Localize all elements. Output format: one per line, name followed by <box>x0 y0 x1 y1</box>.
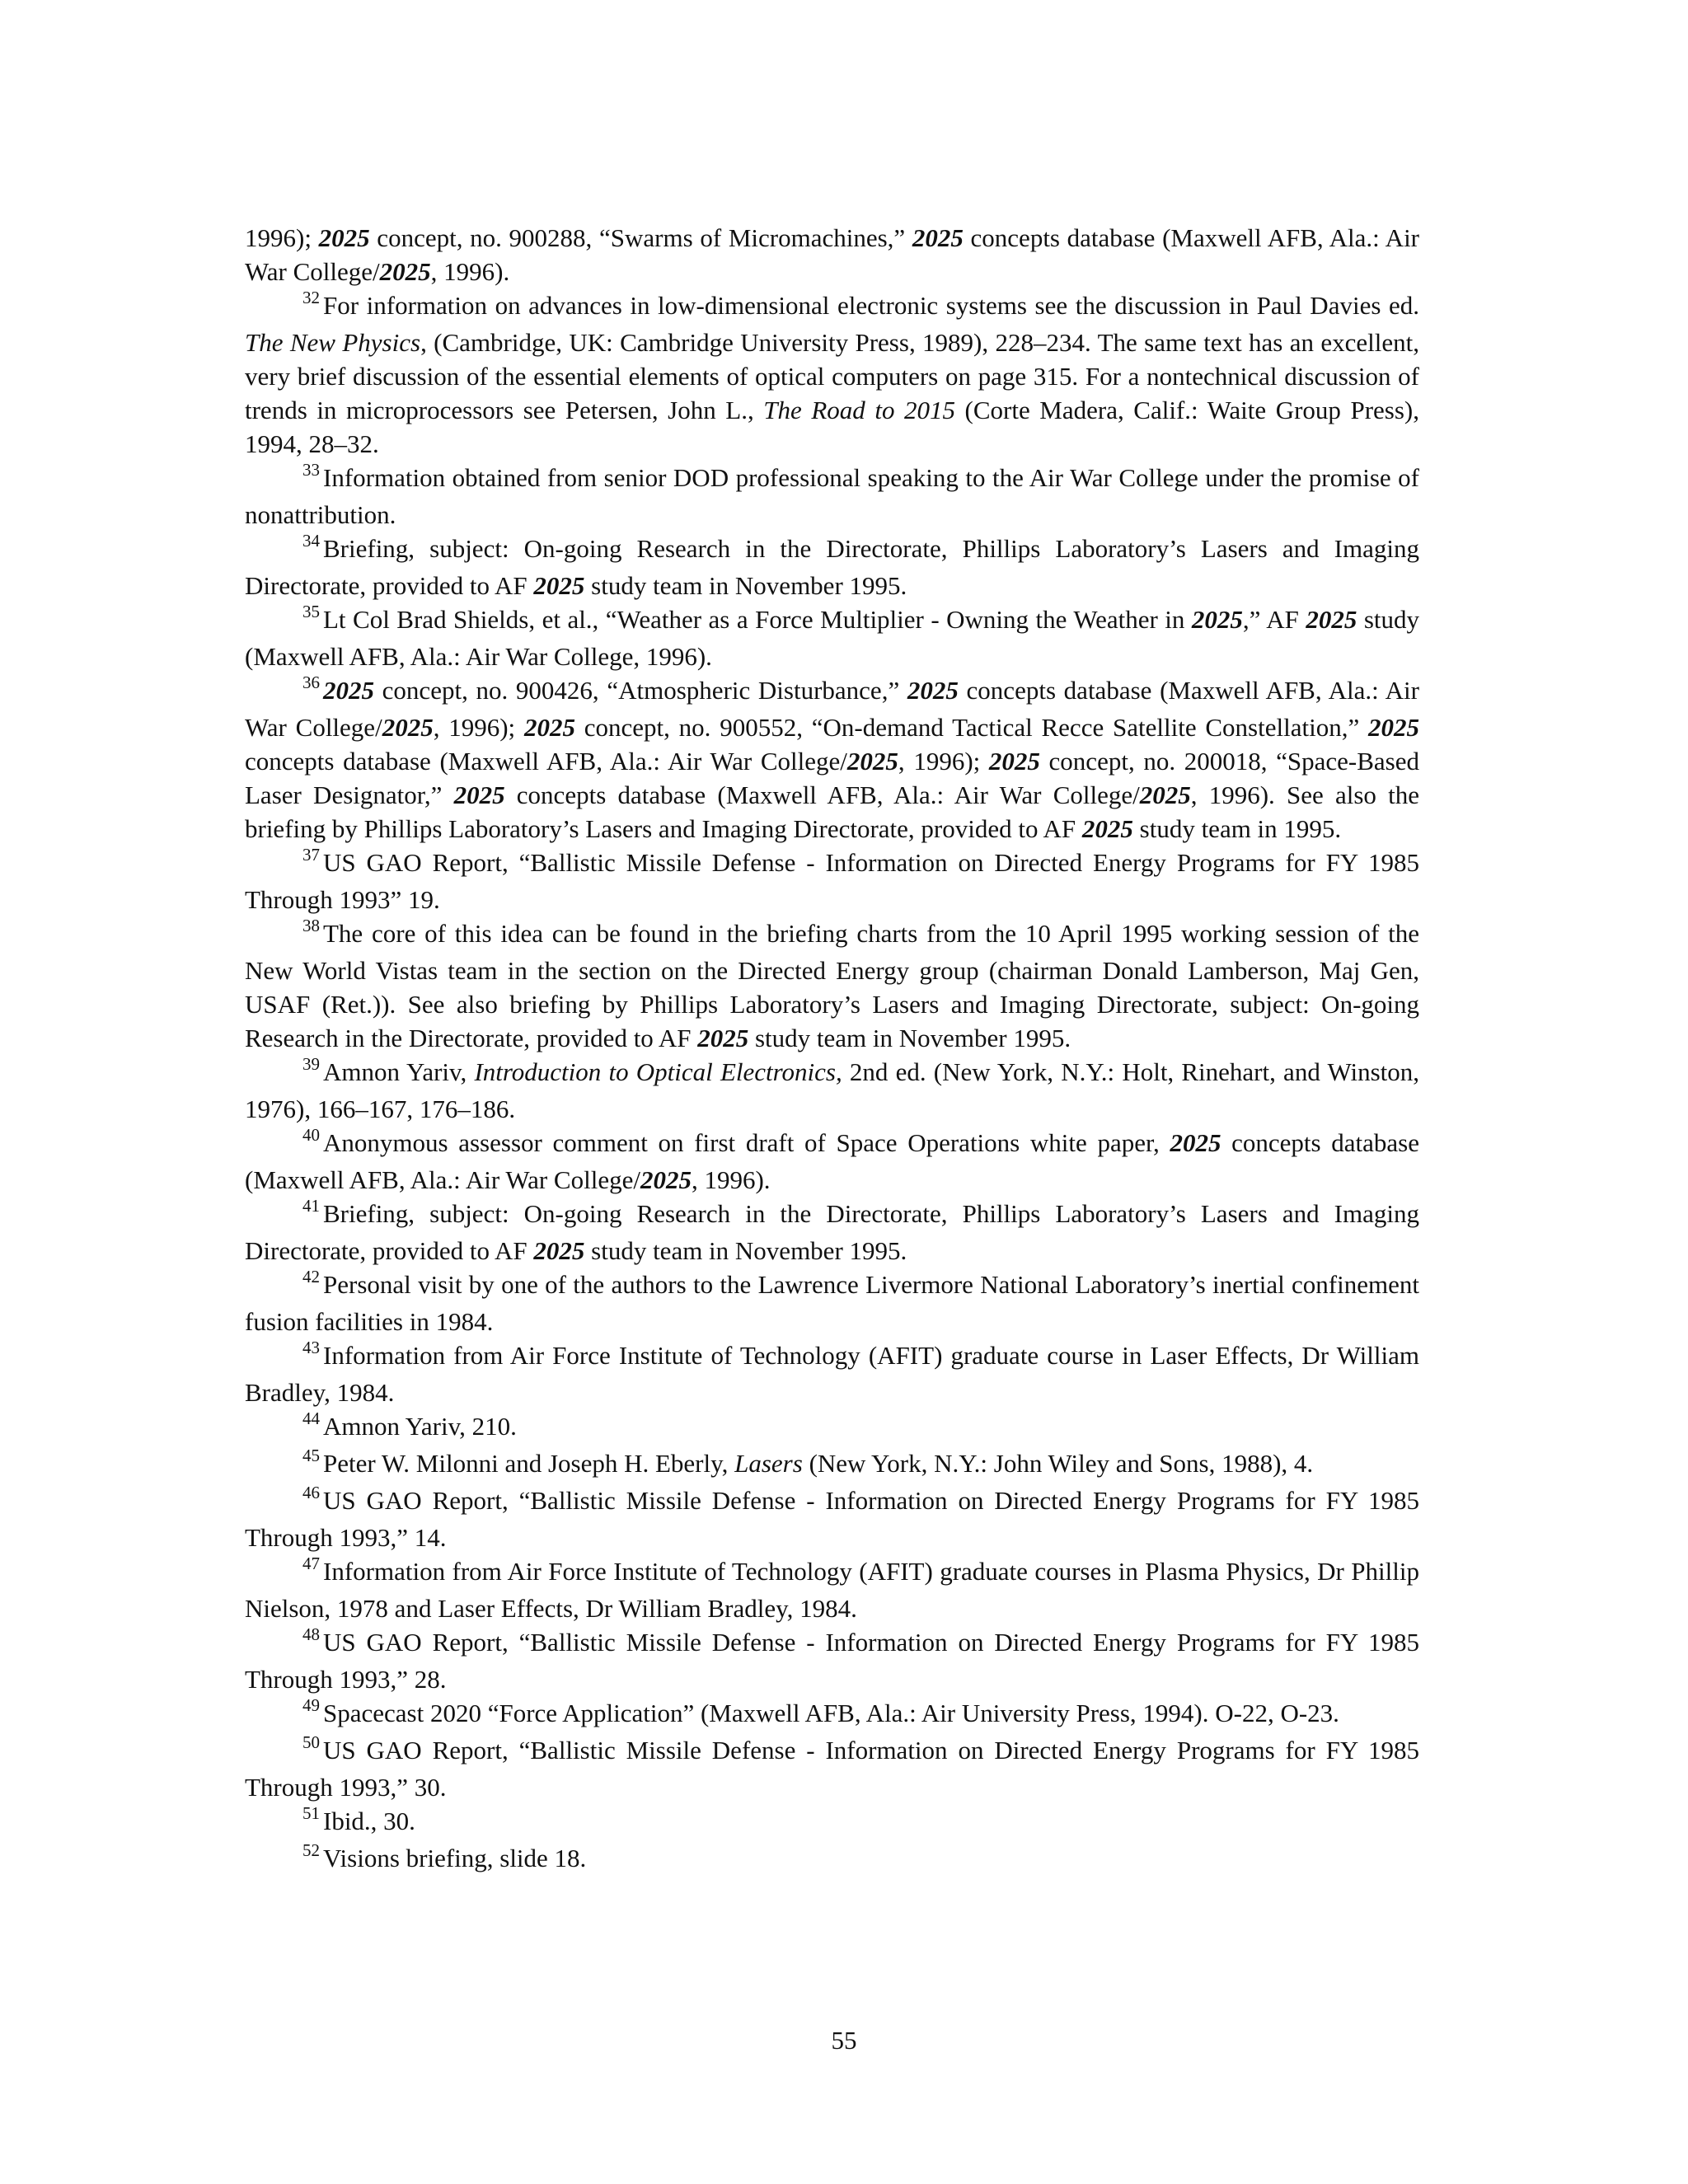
footnote-text: Briefing, subject: On-going Research in the Directorate, Phillips Laboratory’s Lasers and Imaging Directorate, provided to AF <box>245 1199 1419 1265</box>
footnote-number: 34 <box>302 531 320 551</box>
footnote-emphasis: 2025 <box>907 676 959 705</box>
footnote-text: study team in November 1995. <box>584 571 907 600</box>
footnote-emphasis: 2025 <box>1191 605 1243 634</box>
footnote-number: 45 <box>302 1446 320 1465</box>
footnote-emphasis: The Road to 2015 <box>763 396 955 424</box>
footnote-emphasis: Introduction to Optical Electronics, <box>474 1057 842 1086</box>
footnote-39 <box>245 1055 1419 1126</box>
footnote-number: 43 <box>302 1338 320 1357</box>
footnote-text: , 1996); <box>898 747 989 776</box>
footnote-text: , 1996). <box>430 257 510 286</box>
footnote-emphasis: 2025 <box>912 223 964 252</box>
footnote-text: Information from Air Force Institute of Technology (AFIT) graduate courses in Plasma Physics, Dr Phillip Nielson, 1978 and Laser Effects, Dr William Bradley, 1984. <box>245 1557 1419 1623</box>
footnote-48 <box>245 1625 1419 1696</box>
footnote-number: 52 <box>302 1840 320 1860</box>
footnote-number: 44 <box>302 1408 320 1428</box>
footnote-36 <box>245 673 1419 846</box>
footnote-text: concept, no. 900288, “Swarms of Micromachines,” <box>369 223 912 252</box>
page-number: 55 <box>831 2026 857 2055</box>
footnote-38 <box>245 916 1419 1055</box>
footnote-emphasis: 2025 <box>382 713 434 742</box>
footnote-number: 32 <box>302 288 320 307</box>
footnote-number: 35 <box>302 602 320 621</box>
footnote-emphasis: 2025 <box>1368 713 1419 742</box>
footnote-emphasis: 2025 <box>1170 1128 1221 1157</box>
footnote-text: Ibid., 30. <box>323 1807 415 1835</box>
footnote-32 <box>245 288 1419 461</box>
footnote-emphasis: 2025 <box>640 1165 692 1194</box>
footnote-33 <box>245 461 1419 532</box>
footnote-text: Information from Air Force Institute of Technology (AFIT) graduate course in Laser Effects, Dr William Bradley, 1984. <box>245 1341 1419 1407</box>
footnote-emphasis: Lasers <box>734 1449 803 1478</box>
footnote-text: (New York, N.Y.: John Wiley and Sons, 1988), 4. <box>802 1449 1314 1478</box>
footnote-emphasis: 2025 <box>846 747 898 776</box>
footnote-text: , 1996). See also the briefing by Phillips Laboratory’s Lasers and Imaging Directorate, provided to AF <box>245 780 1420 843</box>
footnote-text: US GAO Report, “Ballistic Missile Defense - Information on Directed Energy Programs for FY 1985 Through 1993,” 30. <box>245 1736 1419 1802</box>
footnote-text: study team in November 1995. <box>748 1024 1071 1052</box>
footnote-number: 49 <box>302 1695 320 1715</box>
footnote-42 <box>245 1268 1419 1338</box>
footnote-text: concepts database (Maxwell AFB, Ala.: Air War College/ <box>504 780 1140 809</box>
footnote-text: 2nd ed. (New York, N.Y.: Holt, Rinehart, and Winston, 1976), 166–167, 176–186. <box>245 1057 1419 1123</box>
footnote-number: 46 <box>302 1483 320 1502</box>
footnote-number: 39 <box>302 1054 320 1074</box>
footnote-40 <box>245 1126 1419 1197</box>
footnote-emphasis: 2025 <box>453 780 505 809</box>
footnote-text: 1996); <box>245 223 319 252</box>
footnote-text: concepts database (Maxwell AFB, Ala.: Air War College/ <box>245 1128 1420 1194</box>
footnote-37 <box>245 846 1419 916</box>
footnote-51 <box>245 1804 1419 1841</box>
footnote-text: US GAO Report, “Ballistic Missile Defense - Information on Directed Energy Programs for FY 1985 Through 1993” 19. <box>245 848 1419 914</box>
footnote-52 <box>245 1841 1419 1878</box>
footnote-text: study team in November 1995. <box>584 1236 907 1265</box>
footnote-text: concept, no. 900552, “On-demand Tactical Recce Satellite Constellation,” <box>574 713 1368 742</box>
footnote-text: , (Cambridge, UK: Cambridge University Press, 1989), 228–234. The same text has an excellent, very brief discussion of the essential elements of optical computers on page 315. For a nontechnical discussion of trends in microprocessors see Petersen, John L., <box>245 328 1420 424</box>
footnote-text: Anonymous assessor comment on first draft of Space Operations white paper, <box>323 1128 1170 1157</box>
footnote-emphasis: 2025 <box>323 676 374 705</box>
footnote-number: 41 <box>302 1196 320 1216</box>
footnote-number: 51 <box>302 1803 320 1823</box>
footnote-number: 37 <box>302 845 320 865</box>
footnote-50 <box>245 1733 1419 1804</box>
footnote-number: 38 <box>302 916 320 935</box>
footnote-text: concepts database (Maxwell AFB, Ala.: Air War College/ <box>245 747 847 776</box>
footnote-emphasis: The New Physics <box>245 328 421 357</box>
footnote-text: Information obtained from senior DOD professional speaking to the Air War College under the promise of nonattribution. <box>245 463 1419 529</box>
footnote-text: Briefing, subject: On-going Research in the Directorate, Phillips Laboratory’s Lasers and Imaging Directorate, provided to AF <box>245 534 1419 600</box>
footnote-emphasis: 2025 <box>988 747 1040 776</box>
footnote-text: ,” AF <box>1242 605 1306 634</box>
footnote-emphasis: 2025 <box>533 1236 585 1265</box>
footnote-text: US GAO Report, “Ballistic Missile Defense - Information on Directed Energy Programs for FY 1985 Through 1993,” 14. <box>245 1486 1419 1552</box>
footnote-text: study team in 1995. <box>1132 814 1342 843</box>
footnote-41 <box>245 1197 1419 1268</box>
footnote-emphasis: 2025 <box>379 257 431 286</box>
footnote-text: , 1996); <box>433 713 524 742</box>
footnote-text: concept, no. 900426, “Atmospheric Disturbance,” <box>374 676 907 705</box>
footnote-emphasis: 2025 <box>697 1024 749 1052</box>
footnote-49 <box>245 1696 1419 1733</box>
footnote-text: (Corte Madera, Calif.: Waite Group Press), 1994, 28–32. <box>245 396 1419 458</box>
footnote-emphasis: 2025 <box>318 223 370 252</box>
footnote-text: The core of this idea can be found in the briefing charts from the 10 April 1995 working session of the New World Vistas team in the section on the Directed Energy group (chairman Donald Lamberson, Maj Gen, USAF (Ret.)). See also briefing by Phillips Laboratory’s Lasers and Imaging Directorate, subject: On-going Research in the Directorate, provided to AF <box>245 919 1419 1052</box>
footnote-number: 36 <box>302 673 320 692</box>
footnote-text: Peter W. Milonni and Joseph H. Eberly, <box>323 1449 735 1478</box>
footnote-text: concepts database (Maxwell AFB, Ala.: Air War College/ <box>245 223 1420 286</box>
footnote-number: 50 <box>302 1732 320 1752</box>
footnote-text: Lt Col Brad Shields, et al., “Weather as a Force Multiplier - Owning the Weather in <box>323 605 1192 634</box>
footnote-number: 33 <box>302 460 320 480</box>
footnote-emphasis: 2025 <box>523 713 575 742</box>
footnote-emphasis: 2025 <box>1081 814 1133 843</box>
footnote-text: Spacecast 2020 “Force Application” (Maxwell AFB, Ala.: Air University Press, 1994). O-22, O-23. <box>323 1699 1339 1727</box>
footnotes-section <box>245 221 1419 1878</box>
footnote-47 <box>245 1554 1419 1625</box>
footnote-text: concepts database (Maxwell AFB, Ala.: Air War College/ <box>245 676 1419 742</box>
footnote-number: 48 <box>302 1624 320 1644</box>
footnote-35 <box>245 602 1419 673</box>
footnote-text: Amnon Yariv, <box>323 1057 475 1086</box>
footnote-number: 42 <box>302 1267 320 1286</box>
footnote-emphasis: 2025 <box>1139 780 1191 809</box>
footnote-text: concept, no. 200018, “Space-Based Laser Designator,” <box>245 747 1419 809</box>
footnote-number: 47 <box>302 1554 320 1573</box>
footnote-number: 40 <box>302 1125 320 1145</box>
footnote-text: study (Maxwell AFB, Ala.: Air War College, 1996). <box>245 605 1419 671</box>
footnote-continuation <box>245 221 1419 288</box>
footnote-text: Visions briefing, slide 18. <box>323 1844 587 1872</box>
footnote-text: US GAO Report, “Ballistic Missile Defense - Information on Directed Energy Programs for FY 1985 Through 1993,” 28. <box>245 1628 1419 1694</box>
footnote-45 <box>245 1446 1419 1483</box>
footnote-text: Personal visit by one of the authors to the Lawrence Livermore National Laboratory’s inertial confinement fusion facilities in 1984. <box>245 1270 1419 1336</box>
footnote-text: For information on advances in low-dimensional electronic systems see the discussion in Paul Davies ed. <box>323 291 1419 320</box>
footnote-emphasis: 2025 <box>533 571 585 600</box>
footnote-34 <box>245 532 1419 602</box>
footnote-44 <box>245 1409 1419 1446</box>
footnote-46 <box>245 1483 1419 1554</box>
footnote-43 <box>245 1338 1419 1409</box>
footnote-text: Amnon Yariv, 210. <box>323 1412 517 1441</box>
footnote-emphasis: 2025 <box>1306 605 1357 634</box>
footnote-text: , 1996). <box>691 1165 771 1194</box>
